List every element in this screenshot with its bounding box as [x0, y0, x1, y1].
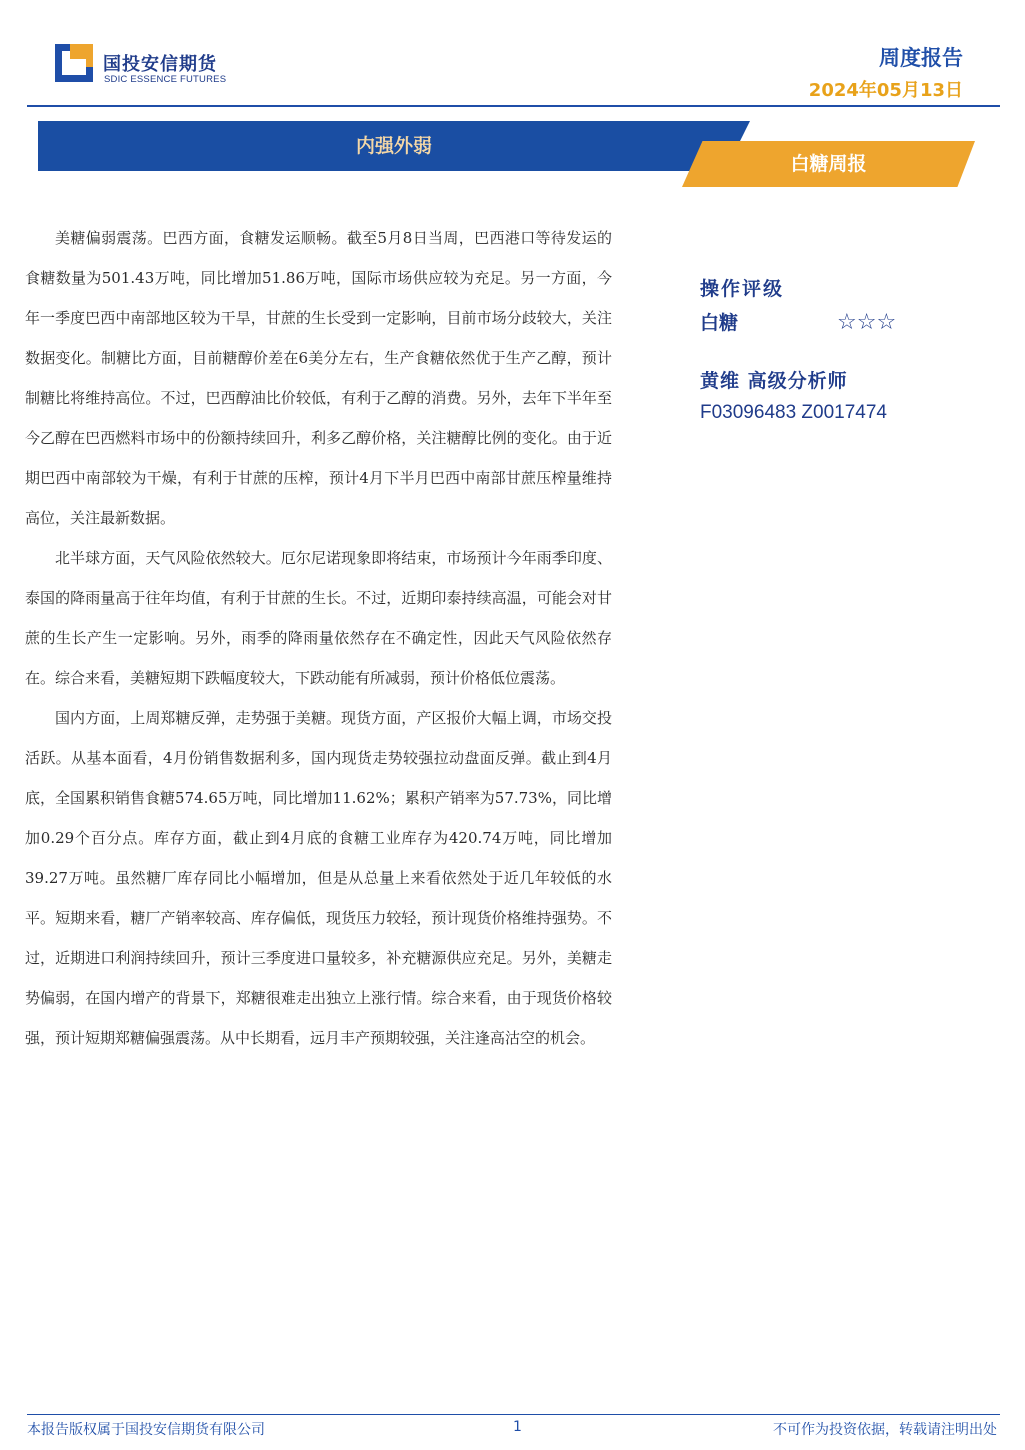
report-type: 周度报告 [879, 46, 963, 70]
body-paragraph: 美糖偏弱震荡。巴西方面，食糖发运顺畅。截至5月8日当周，巴西港口等待发运的食糖数量为501.43万吨，同比增加51.86万吨，国际市场供应较为充足。另一方面，今年一季度巴西中南部地区较为干旱，甘蔗的生长受到一定影响，目前市场分歧较大，关注数据变化。制糖比方面，目前糖醇价差在6美分左右，生产食糖依然优于生产乙醇，预计制糖比将维持高位。不过，巴西醇油比价较低，有利于乙醇的消费。另外，去年下半年至今乙醇在巴西燃料市场中的份额持续回升，利多乙醇价格，关注糖醇比例的变化。由于近期巴西中南部较为干燥，有利于甘蔗的压榨，预计4月下半月巴西中南部甘蔗压榨量维持高位，关注最新数据。 [25, 229, 612, 527]
footer-divider [27, 1414, 1000, 1415]
company-logo [55, 44, 235, 88]
page-number: 1 [513, 1419, 522, 1435]
rating-commodity: 白糖 [700, 312, 739, 334]
rating-sidebar [700, 272, 960, 428]
footer-copyright: 本报告版权属于国投安信期货有限公司 [27, 1422, 265, 1438]
rating-heading: 操作评级 [700, 278, 785, 300]
footer-disclaimer: 不可作为投资依据，转载请注明出处 [773, 1422, 997, 1438]
report-body [25, 218, 612, 1058]
analyst-license: F03096483 Z0017474 [700, 402, 887, 423]
category-tag-label: 白糖周报 [790, 153, 867, 175]
body-paragraph: 国内方面，上周郑糖反弹，走势强于美糖。现货方面，产区报价大幅上调，市场交投活跃。从基本面看，4月份销售数据利多，国内现货走势较强拉动盘面反弹。截止到4月底，全国累积销售食糖574.65万吨，同比增加11.62%；累积产销率为57.73%，同比增加0.29个百分点。库存方面，截止到4月底的食糖工业库存为420.74万吨，同比增加39.27万吨。虽然糖厂库存同比小幅增加，但是从总量上来看依然处于近几年较低的水平。短期来看，糖厂产销率较高、库存偏低，现货压力较轻，预计现货价格维持强势。不过，近期进口利润持续回升，预计三季度进口量较多，补充糖源供应充足。另外，美糖走势偏弱，在国内增产的背景下，郑糖很难走出独立上涨行情。综合来看，由于现货价格较强，预计短期郑糖偏强震荡。从中长期看，远月丰产预期较强，关注逢高沽空的机会。 [25, 709, 612, 1047]
rating-row [700, 306, 960, 340]
body-paragraph: 北半球方面，天气风险依然较大。厄尔尼诺现象即将结束，市场预计今年雨季印度、泰国的降雨量高于往年均值，有利于甘蔗的生长。不过，近期印泰持续高温，可能会对甘蔗的生长产生一定影响。另外，雨季的降雨量依然存在不确定性，因此天气风险依然存在。综合来看，美糖短期下跌幅度较大，下跌动能有所减弱，预计价格低位震荡。 [25, 549, 612, 687]
logo-cn-text: 国投安信期货 [103, 54, 217, 75]
header-divider [27, 105, 1000, 107]
logo-en-text: SDIC ESSENCE FUTURES [104, 74, 227, 85]
report-date: 2024年05月13日 [808, 80, 963, 101]
rating-stars-icon: ☆☆☆ [837, 310, 897, 335]
logo-mark-icon [55, 44, 93, 82]
report-title: 内强外弱 [355, 135, 432, 157]
analyst-name: 黄维 高级分析师 [700, 370, 848, 392]
